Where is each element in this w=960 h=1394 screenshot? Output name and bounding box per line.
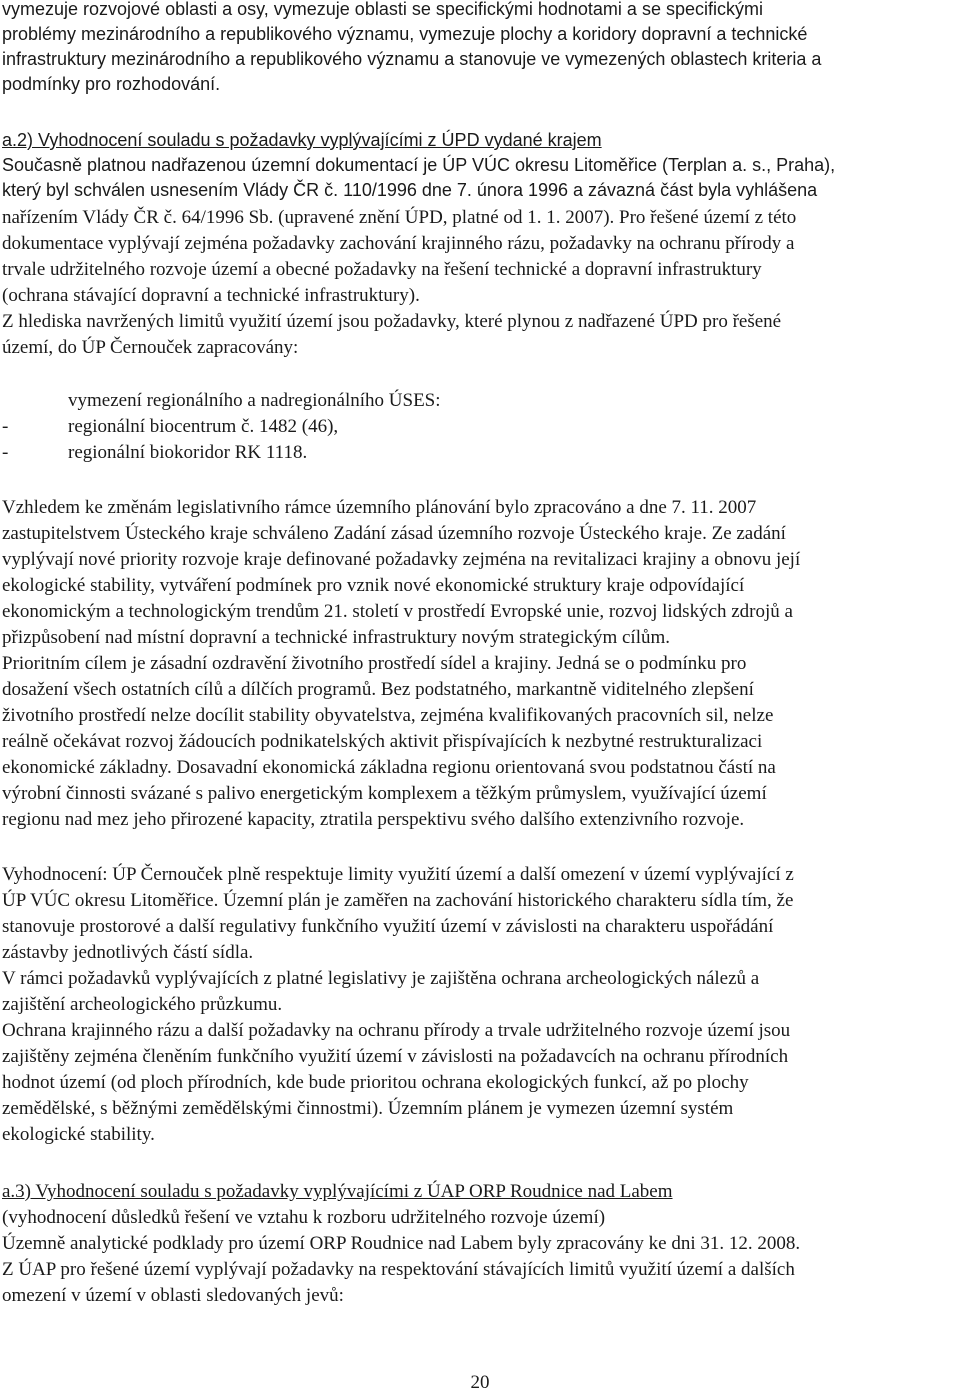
intro-line: problémy mezinárodního a republikového významu, vymezuje plochy a koridory dopravní a technické [2, 24, 808, 44]
section-a3-line: Územně analytické podklady pro území ORP Roudnice nad Labem byly zpracovány ke dni 31. 12. 2008. [2, 1233, 801, 1254]
section-a2-intro [2, 128, 960, 203]
list-bullet: - [2, 442, 9, 463]
uses-heading-row [2, 388, 960, 414]
section-a2-line: trvale udržitelného rozvoje území a obecné požadavky na řešení technické a dopravní infrastruktury [2, 259, 762, 280]
paragraph-line: ÚP VÚC okresu Litoměřice. Územní plán je zaměřen na zachování historického charakteru sídla tím, že [2, 890, 794, 911]
paragraph-line: V rámci požadavků vyplývajících z platné legislativy je zajištěna ochrana archeologických nálezů a [2, 968, 760, 989]
section-a2-heading: a.2) Vyhodnocení souladu s požadavky vyplývajícími z ÚPD vydané krajem [2, 130, 602, 150]
section-a2-line: dokumentace vyplývají zejména požadavky zachování krajinného rázu, požadavky na ochranu přírody a [2, 233, 795, 254]
list-bullet: - [2, 416, 9, 437]
section-a3-heading: a.3) Vyhodnocení souladu s požadavky vyplývajícími z ÚAP ORP Roudnice nad Labem [2, 1181, 673, 1202]
paragraph-line: vyplývají nové priority rozvoje kraje definované požadavky zejména na revitalizaci krajiny a obnovu její [2, 549, 801, 570]
section-a3 [2, 1179, 960, 1309]
list-item [2, 414, 960, 440]
paragraph-line: zastupitelstvem Ústeckého kraje schváleno Zadání zásad územního rozvoje Ústeckého kraje. Ze zadání [2, 523, 786, 544]
paragraph-line: výrobní činnosti svázané s palivo energetickým komplexem a těžkým průmyslem, využívající území [2, 783, 767, 804]
paragraph-line: ekonomickým a technologickým trendům 21. století v prostředí Evropské unie, rozvoj lidských zdrojů a [2, 601, 793, 622]
intro-line: podmínky pro rozhodování. [2, 74, 221, 94]
list-item [2, 440, 960, 466]
list-item-text: regionální biokoridor RK 1118. [68, 442, 308, 463]
paragraph-line: Prioritním cílem je zásadní ozdravění životního prostředí sídel a krajiny. Jedná se o podmínku pro [2, 653, 747, 674]
section-a2-line: který byl schválen usnesením Vlády ČR č. 110/1996 dne 7. února 1996 a závazná část byla vyhlášena [2, 180, 818, 200]
paragraph-line: ekologické stability. [2, 1124, 155, 1145]
section-a2-line: nařízením Vlády ČR č. 64/1996 Sb. (upravené znění ÚPD, platné od 1. 1. 2007). Pro řešené území z této [2, 207, 797, 228]
section-a3-line: omezení v území v oblasti sledovaných jevů: [2, 1285, 344, 1306]
paragraph-line: regionu nad mez jeho přirozené kapacity, ztratila perspektivu svého dalšího extenzivního rozvoje. [2, 809, 745, 830]
intro-line: vymezuje rozvojové oblasti a osy, vymezuje oblasti se specifickými hodnotami a se specifickými [2, 0, 763, 19]
intro-paragraph [2, 0, 960, 97]
paragraph-line: životního prostředí nelze docílit stability obyvatelstva, zejména kvalifikovaných pracovních sil, nelze [2, 705, 774, 726]
paragraph-line: Vyhodnocení: ÚP Černouček plně respektuje limity využití území a další omezení v území vyplývající z [2, 864, 794, 885]
intro-line: infrastruktury mezinárodního a republikového významu a stanovuje ve vymezených oblastech kriteria a [2, 49, 822, 69]
paragraph-line: stanovuje prostorové a další regulativy funkčního využití území v závislosti na charakteru uspořádání [2, 916, 774, 937]
paragraph-line: zajištění archeologického průzkumu. [2, 994, 283, 1015]
section-a2-line: (ochrana stávající dopravní a technické infrastruktury). [2, 285, 420, 306]
uses-heading: vymezení regionálního a nadregionálního ÚSES: [68, 390, 441, 411]
paragraph-line: zemědělské, s běžnými zemědělskými činnostmi). Územním plánem je vymezen územní systém [2, 1098, 734, 1119]
section-a2-line: území, do ÚP Černouček zapracovány: [2, 337, 299, 358]
paragraph-line: ekologické stability, vytváření podmínek pro vznik nové ekonomické struktury kraje odpovídající [2, 575, 745, 596]
paragraph-line: Ochrana krajinného rázu a další požadavky na ochranu přírody a trvale udržitelného rozvoje území jsou [2, 1020, 791, 1041]
section-a2-line: Z hlediska navržených limitů využití území jsou požadavky, které plynou z nadřazené ÚPD pro řešené [2, 311, 782, 332]
paragraph-line: zástavby jednotlivých částí sídla. [2, 942, 254, 963]
paragraph-line: dosažení všech ostatních cílů a dílčích programů. Bez podstatného, markantně viditelného zlepšení [2, 679, 754, 700]
paragraph-line: reálně očekávat rozvoj žádoucích podnikatelských aktivit přispívajících k nezbytné restrukturalizaci [2, 731, 763, 752]
list-item-text: regionální biocentrum č. 1482 (46), [68, 416, 339, 437]
paragraph-line: zajištěny zejména členěním funkčního využití území v závislosti na požadavcích na ochranu přírodních [2, 1046, 789, 1067]
section-a2-line: Současně platnou nadřazenou územní dokumentací je ÚP VÚC okresu Litoměřice (Terplan a. s., Praha), [2, 155, 836, 175]
paragraph-line: ekonomické základny. Dosavadní ekonomická základna regionu orientovaná svou podstatnou částí na [2, 757, 776, 778]
section-a3-line: (vyhodnocení důsledků řešení ve vztahu k rozboru udržitelného rozvoje území) [2, 1207, 606, 1228]
page-number: 20 [470, 1372, 490, 1393]
uses-list [2, 388, 960, 466]
section-a3-line: Z ÚAP pro řešené území vyplývají požadavky na respektování stávajících limitů využití území a dalších [2, 1259, 795, 1280]
zur-paragraph [2, 495, 960, 833]
paragraph-line: hodnot území (od ploch přírodních, kde bude prioritou ochrana ekologických funkcí, až po plochy [2, 1072, 749, 1093]
paragraph-line: Vzhledem ke změnám legislativního rámce územního plánování bylo zpracováno a dne 7. 11. 2007 [2, 497, 757, 518]
paragraph-line: přizpůsobení nad místní dopravní a technické infrastruktury novým strategickým cílům. [2, 627, 671, 648]
evaluation-paragraph [2, 862, 960, 1148]
section-a2-body [2, 205, 960, 361]
